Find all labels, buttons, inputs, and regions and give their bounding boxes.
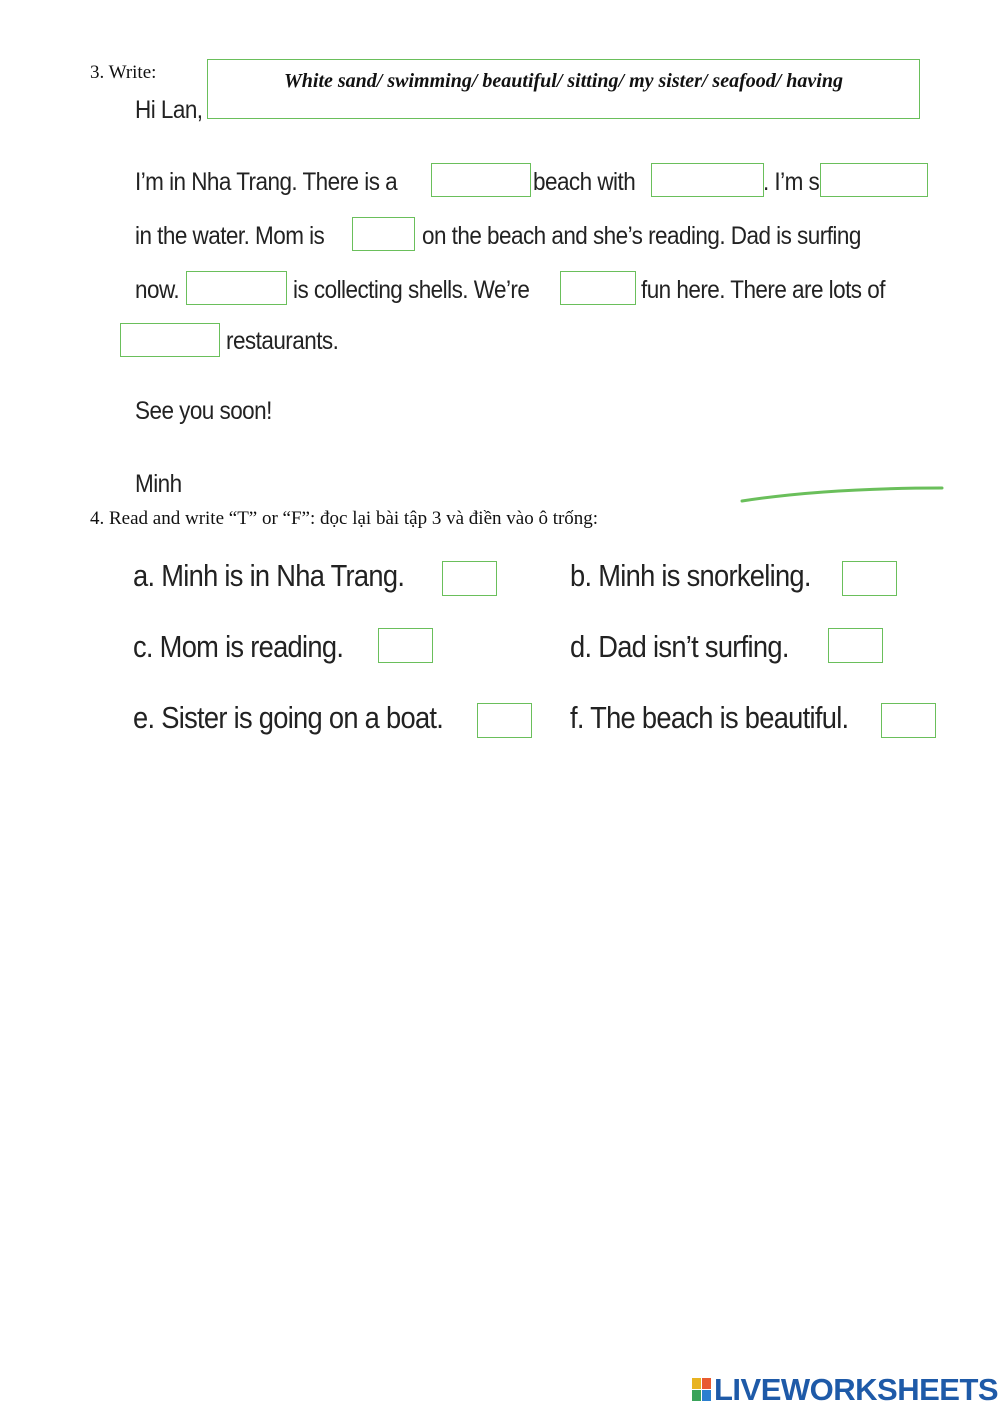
- logo-blocks-icon: [692, 1378, 712, 1402]
- answer-f-input[interactable]: [881, 703, 936, 738]
- statement-f: f. The beach is beautiful.: [570, 700, 849, 735]
- blank-2-input[interactable]: [651, 163, 764, 197]
- statement-b: b. Minh is snorkeling.: [570, 558, 811, 593]
- word-bank-text: White sand/ swimming/ beautiful/ sitting/ my sister/ seafood/ having: [284, 70, 843, 92]
- blank-3-input[interactable]: [820, 163, 928, 197]
- statement-c: c. Mom is reading.: [133, 629, 344, 664]
- letter-signature: Minh: [135, 470, 182, 498]
- letter-line-1-a: I’m in Nha Trang. There is a: [135, 168, 398, 196]
- answer-e-input[interactable]: [477, 703, 532, 738]
- statement-e: e. Sister is going on a boat.: [133, 700, 444, 735]
- blank-6-input[interactable]: [560, 271, 636, 305]
- blank-4-input[interactable]: [352, 217, 415, 251]
- blank-7-input[interactable]: [120, 323, 220, 357]
- letter-line-2-a: in the water. Mom is: [135, 222, 325, 250]
- answer-d-input[interactable]: [828, 628, 883, 663]
- letter-line-3-c: fun here. There are lots of: [641, 276, 885, 304]
- blank-5-input[interactable]: [186, 271, 287, 305]
- letter-line-1-b: beach with: [533, 168, 636, 196]
- letter-line-4-a: restaurants.: [226, 327, 339, 355]
- blank-1-input[interactable]: [431, 163, 531, 197]
- letter-line-2-b: on the beach and she’s reading. Dad is surfing: [422, 222, 861, 250]
- statement-a: a. Minh is in Nha Trang.: [133, 558, 405, 593]
- answer-c-input[interactable]: [378, 628, 433, 663]
- letter-line-3-a: now.: [135, 276, 180, 304]
- answer-a-input[interactable]: [442, 561, 497, 596]
- decorative-swoosh: [740, 480, 945, 506]
- answer-b-input[interactable]: [842, 561, 897, 596]
- exercise-3-title: 3. Write:: [90, 62, 157, 83]
- word-bank: [207, 59, 920, 119]
- exercise-4-title: 4. Read and write “T” or “F”: đọc lại bài tập 3 và điền vào ô trống:: [90, 508, 599, 529]
- letter-line-3-b: is collecting shells. We’re: [293, 276, 530, 304]
- letter-line-1-c: . I’m s: [763, 168, 820, 196]
- statement-d: d. Dad isn’t surfing.: [570, 629, 789, 664]
- letter-closing: See you soon!: [135, 397, 272, 425]
- letter-greeting: Hi Lan,: [135, 96, 203, 124]
- logo-text: LIVEWORKSHEETS: [714, 1372, 999, 1407]
